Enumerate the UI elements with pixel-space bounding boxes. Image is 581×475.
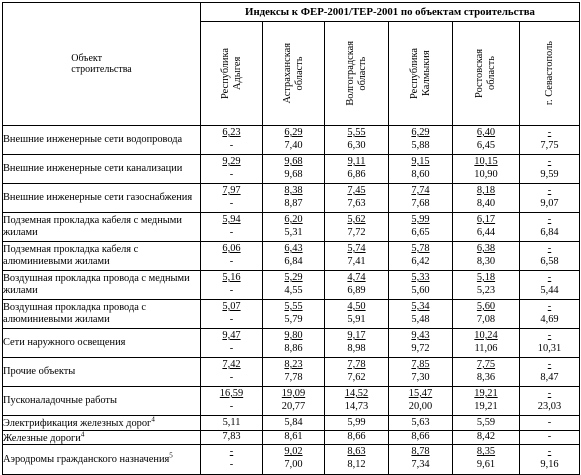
index-lower-value: 8,30 — [476, 256, 496, 267]
index-lower-value: 6,65 — [411, 227, 430, 238]
index-upper-value: 15,47 — [408, 388, 433, 399]
indices-table — [2, 2, 580, 475]
index-upper-value: 6,29 — [284, 127, 303, 138]
object-name-cell — [3, 126, 201, 155]
index-cell — [389, 329, 453, 358]
index-cell — [263, 271, 325, 300]
index-cell — [325, 184, 389, 213]
index-upper-value: 9,15 — [411, 156, 430, 167]
index-upper-value: - — [547, 243, 552, 254]
index-cell — [389, 271, 453, 300]
index-cell — [389, 300, 453, 329]
object-name: Внешние инженерные сети газоснабжения — [3, 192, 193, 204]
index-upper-value: 8,18 — [476, 185, 496, 196]
index-lower-value: 20,00 — [408, 401, 433, 412]
object-name: Воздушная прокладка провода с медными жилами — [3, 273, 190, 296]
index-lower-value: - — [229, 343, 234, 354]
object-name-cell — [3, 416, 201, 431]
index-upper-value: 6,06 — [222, 243, 241, 254]
region-header — [263, 22, 325, 126]
index-cell — [389, 242, 453, 271]
index-lower-value: 7,08 — [476, 314, 496, 325]
object-name: Электрификация железных дорог — [3, 418, 152, 429]
index-cell — [389, 213, 453, 242]
index-lower-value: 6,89 — [347, 285, 366, 296]
index-lower-value: 8,87 — [284, 198, 303, 209]
index-value: 8,66 — [347, 431, 366, 443]
index-upper-value: 10,15 — [474, 156, 498, 167]
index-cell — [263, 430, 325, 445]
index-lower-value: 8,40 — [476, 198, 496, 209]
region-label: г. Севастополь — [543, 41, 555, 106]
index-upper-value: 7,78 — [347, 359, 366, 370]
index-value: 7,83 — [222, 431, 241, 443]
index-lower-value: 7,40 — [284, 140, 303, 151]
index-upper-value: 5,55 — [347, 127, 366, 138]
index-cell — [201, 155, 263, 184]
object-name-cell — [3, 184, 201, 213]
index-upper-value: 6,43 — [284, 243, 303, 254]
index-cell — [389, 387, 453, 416]
index-cell — [453, 358, 520, 387]
index-cell — [520, 416, 580, 431]
index-cell — [201, 387, 263, 416]
index-cell — [453, 387, 520, 416]
index-lower-value: 11,06 — [474, 343, 498, 354]
index-cell — [263, 155, 325, 184]
index-upper-value: 10,24 — [474, 330, 498, 341]
index-upper-value: 5,33 — [411, 272, 430, 283]
index-cell — [263, 416, 325, 431]
index-cell — [201, 430, 263, 445]
object-name: Подземная прокладка кабеля с медными жилами — [3, 215, 182, 238]
index-lower-value: 7,68 — [411, 198, 430, 209]
object-name-cell — [3, 242, 201, 271]
index-cell — [453, 445, 520, 475]
region-label: Астраханская область — [281, 43, 305, 104]
index-cell — [201, 184, 263, 213]
index-lower-value: 9,59 — [540, 169, 559, 180]
index-upper-value: 9,02 — [284, 446, 303, 458]
index-lower-value: 19,21 — [474, 401, 498, 412]
index-cell — [389, 430, 453, 445]
object-name-cell — [3, 155, 201, 184]
index-lower-value: 5,79 — [284, 314, 303, 325]
index-lower-value: - — [229, 372, 234, 383]
table-row — [3, 126, 580, 155]
index-upper-value: - — [547, 301, 552, 312]
table-row — [3, 300, 580, 329]
index-upper-value: 8,78 — [411, 446, 430, 458]
index-cell — [389, 184, 453, 213]
index-upper-value: 8,63 — [347, 446, 366, 458]
index-lower-value: 7,34 — [411, 459, 430, 471]
index-cell — [325, 300, 389, 329]
index-cell — [263, 300, 325, 329]
region-header — [520, 22, 580, 126]
object-name: Аэродромы гражданского назначения — [3, 453, 170, 465]
index-lower-value: 5,48 — [411, 314, 430, 325]
index-lower-value: 7,63 — [347, 198, 366, 209]
table-row — [3, 184, 580, 213]
index-value: 5,99 — [347, 416, 366, 428]
index-cell — [201, 213, 263, 242]
index-cell — [325, 430, 389, 445]
index-lower-value: 8,36 — [476, 372, 496, 383]
index-lower-value: 7,72 — [347, 227, 366, 238]
index-upper-value: - — [547, 185, 552, 196]
index-lower-value: - — [229, 169, 234, 180]
index-upper-value: 16,59 — [219, 388, 244, 399]
index-lower-value: 6,44 — [476, 227, 496, 238]
index-upper-value: 19,21 — [474, 388, 498, 399]
index-cell — [389, 358, 453, 387]
index-value: 8,42 — [476, 431, 496, 443]
index-cell — [520, 329, 580, 358]
index-upper-value: 6,20 — [284, 214, 303, 225]
index-cell — [325, 445, 389, 475]
index-cell — [453, 155, 520, 184]
index-cell — [201, 300, 263, 329]
index-upper-value: 6,29 — [411, 127, 430, 138]
index-cell — [520, 184, 580, 213]
object-name-cell — [3, 213, 201, 242]
index-cell — [389, 126, 453, 155]
index-cell — [453, 271, 520, 300]
object-name: Железные дороги — [3, 432, 81, 444]
index-upper-value: 5,99 — [411, 214, 430, 225]
index-lower-value: 6,30 — [347, 140, 366, 151]
index-lower-value: 23,03 — [537, 401, 562, 412]
index-upper-value: 4,74 — [347, 272, 366, 283]
index-upper-value: - — [229, 446, 234, 458]
index-lower-value: 9,61 — [476, 459, 496, 471]
region-header — [453, 22, 520, 126]
index-lower-value: 7,30 — [411, 372, 430, 383]
object-name: Внешние инженерные сети канализации — [3, 163, 183, 175]
index-upper-value: 9,68 — [284, 156, 303, 167]
index-lower-value: - — [229, 459, 234, 471]
index-lower-value: 7,41 — [347, 256, 366, 267]
index-upper-value: 5,16 — [222, 272, 241, 283]
object-name: Пусконаладочные работы — [3, 395, 117, 407]
index-upper-value: - — [547, 388, 552, 399]
index-lower-value: 9,07 — [540, 198, 559, 209]
index-cell — [201, 329, 263, 358]
region-label: Волгоградская область — [344, 41, 368, 106]
index-cell — [520, 387, 580, 416]
index-lower-value: 8,86 — [284, 343, 303, 354]
object-name-cell — [3, 430, 201, 445]
object-name-cell — [3, 387, 201, 416]
index-cell — [325, 358, 389, 387]
index-cell — [263, 387, 325, 416]
index-lower-value: 6,58 — [540, 256, 559, 267]
table-row — [3, 445, 580, 475]
index-lower-value: 6,42 — [411, 256, 430, 267]
index-cell — [325, 155, 389, 184]
object-name-cell — [3, 329, 201, 358]
region-header — [389, 22, 453, 126]
index-cell — [201, 126, 263, 155]
region-label: Ростовская область — [474, 49, 497, 98]
object-name-cell — [3, 445, 201, 475]
index-lower-value: 6,45 — [476, 140, 496, 151]
index-cell — [263, 358, 325, 387]
index-lower-value: 5,91 — [347, 314, 366, 325]
index-cell — [453, 184, 520, 213]
index-upper-value: 6,17 — [476, 214, 496, 225]
index-upper-value: - — [547, 156, 552, 167]
index-cell — [263, 329, 325, 358]
region-label: Республика Калмыкия — [408, 47, 432, 100]
index-upper-value: 5,29 — [284, 272, 303, 283]
object-name: Воздушная прокладка провода с алюминиевыми жилами — [3, 302, 147, 325]
index-cell — [325, 329, 389, 358]
region-label: Республика Адыгея — [219, 47, 243, 100]
table-row — [3, 242, 580, 271]
index-upper-value: 9,80 — [284, 330, 303, 341]
index-lower-value: 8,60 — [411, 169, 430, 180]
index-lower-value: 8,12 — [347, 459, 366, 471]
index-lower-value: - — [229, 198, 234, 209]
index-lower-value: - — [229, 140, 234, 151]
object-name-cell — [3, 300, 201, 329]
index-cell — [520, 300, 580, 329]
index-cell — [201, 416, 263, 431]
index-lower-value: 5,88 — [411, 140, 430, 151]
index-upper-value: 5,94 — [222, 214, 241, 225]
index-cell — [201, 242, 263, 271]
index-cell — [389, 155, 453, 184]
index-cell — [520, 430, 580, 445]
index-upper-value: 5,18 — [476, 272, 496, 283]
index-lower-value: 7,78 — [284, 372, 303, 383]
index-upper-value: - — [547, 446, 552, 458]
table-row — [3, 387, 580, 416]
index-upper-value: 7,75 — [476, 359, 496, 370]
index-cell — [453, 242, 520, 271]
index-upper-value: 8,23 — [284, 359, 303, 370]
index-cell — [325, 242, 389, 271]
index-lower-value: 9,72 — [411, 343, 430, 354]
index-lower-value: - — [229, 401, 234, 412]
table-row — [3, 430, 580, 445]
table-row — [3, 271, 580, 300]
index-cell — [201, 445, 263, 475]
index-lower-value: 10,90 — [474, 169, 498, 180]
index-cell — [520, 271, 580, 300]
index-value: 8,61 — [284, 431, 303, 443]
index-lower-value: 7,00 — [284, 459, 303, 471]
footnote-marker: 4 — [80, 430, 85, 439]
index-lower-value: - — [229, 256, 234, 267]
index-lower-value: 6,84 — [284, 256, 303, 267]
index-cell — [520, 126, 580, 155]
index-upper-value: - — [547, 330, 552, 341]
index-lower-value: 6,86 — [347, 169, 366, 180]
index-upper-value: 14,52 — [344, 388, 369, 399]
index-lower-value: 5,44 — [540, 285, 559, 296]
object-column-header — [3, 3, 201, 126]
table-row — [3, 358, 580, 387]
index-value: - — [547, 431, 552, 443]
index-upper-value: 5,74 — [347, 243, 366, 254]
index-cell — [325, 387, 389, 416]
index-lower-value: 5,60 — [411, 285, 430, 296]
index-upper-value: 9,17 — [347, 330, 366, 341]
table-title: Индексы к ФЕР-2001/ТЕР-2001 по объектам строительства — [201, 3, 580, 22]
index-upper-value: 9,11 — [347, 156, 366, 167]
index-cell — [201, 358, 263, 387]
index-value: 5,11 — [222, 416, 241, 428]
index-upper-value: 5,62 — [347, 214, 366, 225]
index-cell — [453, 329, 520, 358]
index-upper-value: 7,97 — [222, 185, 241, 196]
index-upper-value: - — [547, 359, 552, 370]
index-cell — [453, 430, 520, 445]
index-cell — [520, 155, 580, 184]
index-cell — [263, 126, 325, 155]
index-lower-value: 7,75 — [540, 140, 559, 151]
index-lower-value: 9,68 — [284, 169, 303, 180]
index-upper-value: 7,85 — [411, 359, 430, 370]
index-upper-value: 8,38 — [284, 185, 303, 196]
index-lower-value: 5,23 — [476, 285, 496, 296]
index-cell — [453, 126, 520, 155]
index-upper-value: 9,47 — [222, 330, 241, 341]
index-cell — [325, 416, 389, 431]
object-name: Внешние инженерные сети водопровода — [3, 134, 183, 146]
object-name: Прочие объекты — [3, 366, 76, 378]
index-cell — [453, 416, 520, 431]
index-cell — [325, 213, 389, 242]
index-lower-value: 8,98 — [347, 343, 366, 354]
index-lower-value: 8,47 — [540, 372, 559, 383]
index-cell — [263, 213, 325, 242]
index-upper-value: 5,78 — [411, 243, 430, 254]
index-cell — [263, 242, 325, 271]
index-upper-value: - — [547, 272, 552, 283]
index-value: 5,63 — [411, 416, 430, 428]
index-cell — [263, 184, 325, 213]
index-upper-value: 9,29 — [222, 156, 241, 167]
index-lower-value: 4,55 — [284, 285, 303, 296]
index-cell — [389, 445, 453, 475]
index-lower-value: 4,69 — [540, 314, 559, 325]
index-lower-value: 10,31 — [537, 343, 562, 354]
index-cell — [325, 271, 389, 300]
object-name: Сети наружного освещения — [3, 337, 126, 349]
object-name-cell — [3, 358, 201, 387]
index-upper-value: 6,40 — [476, 127, 496, 138]
index-lower-value: 20,77 — [281, 401, 306, 412]
index-upper-value: 7,74 — [411, 185, 430, 196]
table-row — [3, 416, 580, 431]
index-lower-value: 6,84 — [540, 227, 559, 238]
index-upper-value: - — [547, 127, 552, 138]
object-name-cell — [3, 271, 201, 300]
index-upper-value: 5,34 — [411, 301, 430, 312]
index-upper-value: 7,42 — [222, 359, 241, 370]
index-lower-value: 7,62 — [347, 372, 366, 383]
table-row — [3, 213, 580, 242]
index-upper-value: 5,07 — [222, 301, 241, 312]
index-cell — [520, 358, 580, 387]
index-cell — [520, 242, 580, 271]
index-cell — [453, 300, 520, 329]
index-value: 5,84 — [284, 416, 303, 428]
footnote-marker: 4 — [151, 415, 155, 424]
index-lower-value: - — [229, 314, 234, 325]
index-upper-value: 4,50 — [347, 301, 366, 312]
region-header — [201, 22, 263, 126]
object-column-label: Объект строительства — [71, 52, 132, 75]
index-cell — [263, 445, 325, 475]
index-lower-value: 14,73 — [344, 401, 369, 412]
index-upper-value: 19,09 — [281, 388, 306, 399]
index-lower-value: 5,31 — [284, 227, 303, 238]
index-lower-value: 9,16 — [540, 459, 559, 471]
index-upper-value: 6,23 — [222, 127, 241, 138]
index-upper-value: 9,43 — [411, 330, 430, 341]
index-value: - — [547, 416, 552, 428]
index-cell — [201, 271, 263, 300]
index-cell — [325, 126, 389, 155]
index-upper-value: - — [547, 214, 552, 225]
index-lower-value: - — [229, 227, 234, 238]
table-row — [3, 329, 580, 358]
index-upper-value: 5,55 — [284, 301, 303, 312]
index-lower-value: - — [229, 285, 234, 296]
index-value: 8,66 — [411, 431, 430, 443]
footnote-marker: 5 — [169, 451, 173, 460]
index-value: 5,59 — [476, 416, 496, 428]
object-name: Подземная прокладка кабеля с алюминиевыми жилами — [3, 244, 139, 267]
index-upper-value: 8,35 — [476, 446, 496, 458]
region-header — [325, 22, 389, 126]
index-cell — [520, 213, 580, 242]
index-upper-value: 7,45 — [347, 185, 366, 196]
index-cell — [453, 213, 520, 242]
index-upper-value: 6,38 — [476, 243, 496, 254]
index-cell — [389, 416, 453, 431]
table-row — [3, 155, 580, 184]
index-upper-value: 5,60 — [476, 301, 496, 312]
index-cell — [520, 445, 580, 475]
